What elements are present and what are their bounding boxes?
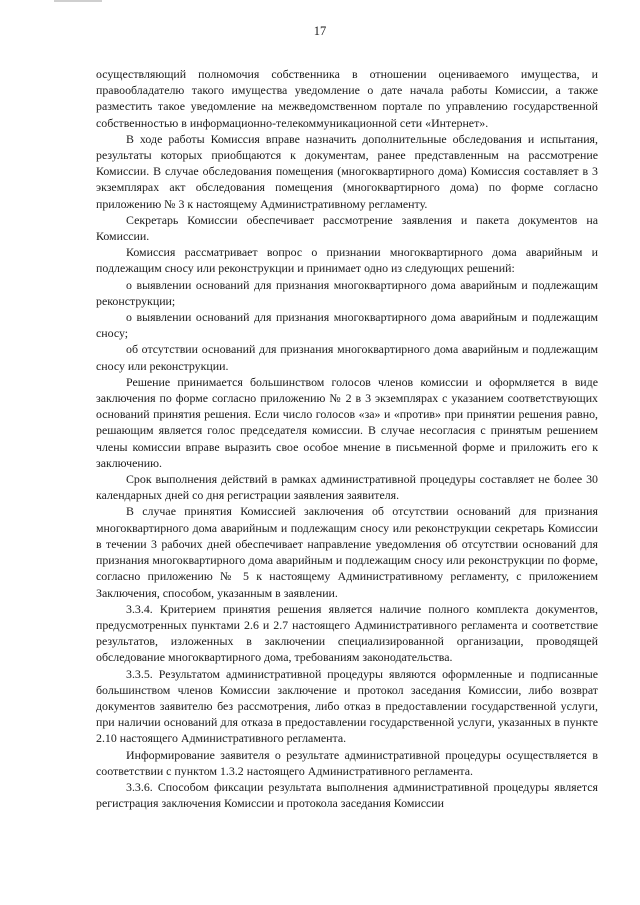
scan-edge-mark [54, 0, 102, 2]
paragraph: Комиссия рассматривает вопрос о признании многоквартирного дома аварийным и подлежащим сносу или реконструкции и принимает одно из следующих решений: [96, 245, 598, 276]
page-number: 17 [313, 24, 327, 38]
list-item: о выявлении оснований для признания многоквартирного дома аварийным и подлежащим реконструкции; [96, 277, 598, 308]
list-item: о выявлении оснований для признания многоквартирного дома аварийным и подлежащим сносу; [96, 310, 598, 341]
document-body [96, 66, 598, 811]
list-item: об отсутствии оснований для признания многоквартирного дома аварийным и подлежащим сносу или реконструкции. [96, 342, 598, 373]
paragraph: осуществляющий полномочия собственника в отношении оцениваемого имущества, и правообладателю такого имущества уведомление о дате начала работы Комиссии, а также разместить такое уведомление на межведомственном портале по управлению государственной собственностью в информационно-телекоммуникационной сети «Интернет». [96, 67, 598, 130]
paragraph: Секретарь Комиссии обеспечивает рассмотрение заявления и пакета документов на Комиссии. [96, 212, 598, 244]
paragraph: 3.3.6. Способом фиксации результата выполнения административной процедуры является регистрация заключения Комиссии и протокола заседания Комиссии [96, 779, 598, 811]
paragraph: Решение принимается большинством голосов членов комиссии и оформляется в виде заключения по форме согласно приложению № 2 в 3 экземплярах с указанием соответствующих оснований принятия решения. Если число голосов «за» и «против» при принятии решения равно, решающим является голос председателя комиссии. В случае несогласия с принятым решением члены комиссии вправе выразить свое особое мнение в письменной форме и приложить его к заключению. [96, 374, 598, 470]
paragraph: В ходе работы Комиссия вправе назначить дополнительные обследования и испытания, результаты которых приобщаются к документам, ранее представленным на рассмотрение Комиссии. В случае обследования помещения (многоквартирного дома) Комиссия составляет в 3 экземплярах акт обследования помещения (многоквартирного дома) по форме согласно приложению № 3 к настоящему Административному регламенту. [96, 131, 598, 211]
paragraph: Срок выполнения действий в рамках административной процедуры составляет не более 30 календарных дней со дня регистрации заявления заявителя. [96, 472, 598, 503]
paragraph: В случае принятия Комиссией заключения об отсутствии оснований для признания многоквартирного дома аварийным и подлежащим сносу или реконструкции секретарь Комиссии в течении 3 рабочих дней обеспечивает направление уведомления об отсутствии оснований для признания многоквартирного дома аварийным и подлежащим сносу или реконструкции по форме, согласно приложению № 5 к настоящему Административному регламенту, с приложением Заключения, способом, указанным в заявлении. [96, 504, 598, 600]
paragraph: 3.3.5. Результатом административной процедуры являются оформленные и подписанные большинством членов Комиссии заключение и протокол заседания Комиссии, либо возврат документов заявителю без рассмотрения, либо отказ в предоставлении государственной услуги, при наличии оснований для отказа в предоставлении государственной услуги, указанных в пункте 2.10 настоящего Административного регламента. [96, 666, 598, 746]
paragraph: Информирование заявителя о результате административной процедуры осуществляется в соответствии с пунктом 1.3.2 настоящего Административного регламента. [96, 747, 598, 778]
paragraph: 3.3.4. Критерием принятия решения является наличие полного комплекта документов, предусмотренных пунктами 2.6 и 2.7 настоящего Административного регламента и соответствие результатов, изложенных в заключении специализированной организации, проводящей обследование многоквартирного дома, требованиям законодательства. [96, 601, 598, 665]
